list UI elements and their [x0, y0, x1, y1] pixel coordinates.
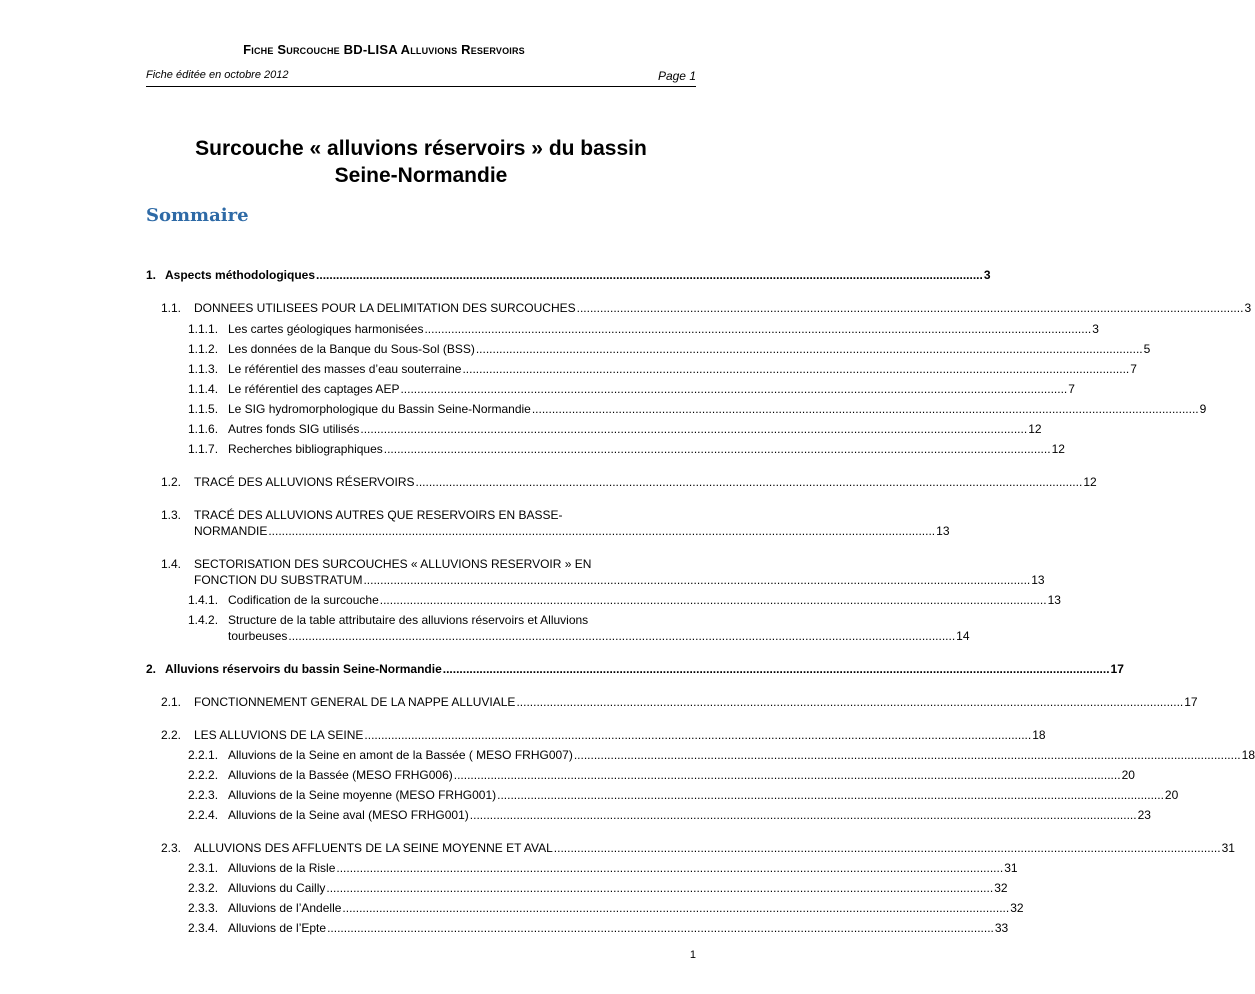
- toc-entry-page: 32: [1010, 901, 1024, 915]
- toc-entry[interactable]: [188, 748, 1255, 764]
- toc-entry-number: 1.1.2.: [188, 342, 219, 356]
- document-title: [146, 135, 696, 189]
- toc-entry-page: 18: [1241, 748, 1255, 762]
- running-title: Fiche Surcouche BD-LISA Alluvions Reservoirs: [243, 42, 525, 57]
- toc-entry-title: Alluvions du Cailly: [228, 881, 326, 895]
- toc-entry-number: 2.2.4.: [188, 808, 219, 822]
- toc-entry[interactable]: [188, 901, 1024, 917]
- toc-entry-page: 3: [983, 268, 991, 282]
- toc-leader: ........................................................................................................................................................................................................: [326, 881, 994, 895]
- title-line-2: Seine-Normandie: [334, 164, 508, 187]
- toc-leader: ........................................................................................................................................................................................................: [576, 301, 1244, 315]
- toc-entry[interactable]: [161, 695, 1198, 711]
- toc-entry-page: 17: [1110, 662, 1124, 676]
- toc-entry-title: Alluvions de la Seine aval (MESO FRHG001): [228, 808, 469, 822]
- toc-entry-number: 1.4.: [161, 557, 182, 571]
- toc-entry-page: 32: [994, 881, 1008, 895]
- toc-entry-page: 12: [1051, 442, 1065, 456]
- toc-entry[interactable]: [161, 475, 1097, 491]
- toc-entry[interactable]: [161, 841, 1235, 857]
- toc-entry[interactable]: [188, 881, 1008, 897]
- toc-entry-number: 1.: [146, 268, 157, 282]
- toc-entry-title-continued: NORMANDIE: [194, 524, 268, 538]
- toc-entry-number: 1.3.: [161, 508, 182, 522]
- toc-leader: ........................................................................................................................................................................................................: [360, 422, 1028, 436]
- toc-entry-page: 7: [1130, 362, 1137, 376]
- toc-entry-first-line[interactable]: [161, 508, 563, 522]
- toc-entry-number: 2.3.1.: [188, 861, 219, 875]
- toc-entry[interactable]: [161, 301, 1252, 317]
- toc-leader: ........................................................................................................................................................................................................: [497, 788, 1164, 802]
- edition-date: Fiche éditée en octobre 2012: [146, 69, 289, 81]
- toc-entry-number: 2.2.3.: [188, 788, 219, 802]
- toc-entry-title: Alluvions de l’Andelle: [228, 901, 342, 915]
- toc-entry-title: Alluvions de la Seine en amont de la Bassée ( MESO FRHG007): [228, 748, 573, 762]
- toc-entry-number: 1.1.5.: [188, 402, 219, 416]
- toc-entry-page: 17: [1184, 695, 1198, 709]
- toc-entry-page: 18: [1032, 728, 1046, 742]
- toc-entry-number: 2.1.: [161, 695, 182, 709]
- toc-entry-page: 31: [1221, 841, 1235, 855]
- toc-entry-title: Recherches bibliographiques: [228, 442, 383, 456]
- toc-leader: ........................................................................................................................................................................................................: [400, 382, 1068, 396]
- toc-entry[interactable]: [188, 593, 1061, 609]
- toc-entry-page: 7: [1068, 382, 1075, 396]
- toc-entry-title: Structure de la table attributaire des alluvions réservoirs et Alluvions: [228, 613, 589, 627]
- toc-entry[interactable]: [188, 382, 1075, 398]
- toc-leader: ........................................................................................................................................................................................................: [379, 593, 1047, 607]
- toc-entry-page: 13: [936, 524, 950, 538]
- toc-entry-number: 2.3.2.: [188, 881, 219, 895]
- toc-entry-number: 2.3.3.: [188, 901, 219, 915]
- toc-entry-number: 1.1.7.: [188, 442, 219, 456]
- toc-entry-page: 20: [1121, 768, 1135, 782]
- toc-entry[interactable]: [188, 808, 1151, 824]
- footer-page-number: 1: [689, 949, 696, 961]
- toc-entry[interactable]: [188, 342, 1151, 358]
- toc-leader: ........................................................................................................................................................................................................: [573, 748, 1241, 762]
- toc-entry-title: FONCTIONNEMENT GENERAL DE LA NAPPE ALLUVIALE: [194, 695, 516, 709]
- toc-heading: Sommaire: [146, 205, 249, 226]
- page-label: Page 1: [657, 69, 696, 83]
- toc-leader: ........................................................................................................................................................................................................: [516, 695, 1184, 709]
- toc-entry-number: 1.1.3.: [188, 362, 219, 376]
- toc-leader: ........................................................................................................................................................................................................: [462, 362, 1130, 376]
- toc-entry-page: 5: [1143, 342, 1151, 356]
- toc-entry-number: 1.4.1.: [188, 593, 219, 607]
- toc-entry-number: 1.1.1.: [188, 322, 219, 336]
- toc-entry-title: Autres fonds SIG utilisés: [228, 422, 360, 436]
- toc-entry[interactable]: [161, 728, 1046, 744]
- toc-leader: ........................................................................................................................................................................................................: [424, 322, 1092, 336]
- toc-entry-number: 1.4.2.: [188, 613, 219, 627]
- toc-leader: ........................................................................................................................................................................................................: [475, 342, 1143, 356]
- toc-entry-number: 2.3.: [161, 841, 182, 855]
- toc-entry-page: 12: [1028, 422, 1042, 436]
- toc-leader: ........................................................................................................................................................................................................: [453, 768, 1121, 782]
- toc-entry-title: SECTORISATION DES SURCOUCHES « ALLUVIONS RESERVOIR » EN: [194, 557, 592, 571]
- toc-entry[interactable]: [188, 422, 1042, 438]
- toc-entry-title: Les données de la Banque du Sous-Sol (BSS): [228, 342, 475, 356]
- toc-entry-number: 2.: [146, 662, 157, 676]
- toc-leader: ........................................................................................................................................................................................................: [316, 268, 983, 282]
- toc-entry[interactable]: [146, 662, 1124, 678]
- toc-leader: ........................................................................................................................................................................................................: [531, 402, 1199, 416]
- toc-leader: ........................................................................................................................................................................................................: [553, 841, 1221, 855]
- toc-entry-title: Le SIG hydromorphologique du Bassin Seine-Normandie: [228, 402, 531, 416]
- toc-leader: ........................................................................................................................................................................................................: [442, 662, 1110, 676]
- toc-entry-page: 12: [1083, 475, 1097, 489]
- toc-entry-title: TRACÉ DES ALLUVIONS RÉSERVOIRS: [194, 475, 415, 489]
- toc-entry-title: Alluvions de la Seine moyenne (MESO FRHG001): [228, 788, 497, 802]
- toc-entry[interactable]: [188, 788, 1179, 804]
- toc-entry-page: 20: [1164, 788, 1179, 802]
- toc-entry-title: Codification de la surcouche: [228, 593, 379, 607]
- toc-leader: ........................................................................................................................................................................................................: [363, 573, 1031, 587]
- toc-entry-page: 3: [1092, 322, 1099, 336]
- toc-entry[interactable]: [188, 921, 1009, 937]
- toc-entry-number: 2.2.1.: [188, 748, 219, 762]
- toc-entry-title: Alluvions de l’Epte: [228, 921, 327, 935]
- toc-entry-first-line[interactable]: [161, 557, 591, 571]
- toc-leader: ........................................................................................................................................................................................................: [268, 524, 936, 538]
- toc-entry-title: Le référentiel des masses d’eau souterraine: [228, 362, 462, 376]
- toc-entry-page: 23: [1137, 808, 1151, 822]
- toc-entry-title-continued: tourbeuses: [228, 629, 288, 643]
- toc-entry-title: DONNEES UTILISEES POUR LA DELIMITATION DES SURCOUCHES: [194, 301, 576, 315]
- toc-entry[interactable]: [188, 442, 1065, 458]
- title-line-1: Surcouche « alluvions réservoirs » du bassin: [195, 137, 647, 160]
- toc-entry-page: 13: [1047, 593, 1061, 607]
- toc-entry-number: 1.1.4.: [188, 382, 219, 396]
- toc-entry-first-line[interactable]: [188, 613, 588, 627]
- toc-entry-page: 33: [994, 921, 1009, 935]
- toc-entry-page: 13: [1031, 573, 1045, 587]
- toc-entry[interactable]: [146, 268, 991, 284]
- toc-entry[interactable]: [188, 861, 1018, 877]
- toc-leader: ........................................................................................................................................................................................................: [342, 901, 1010, 915]
- toc-leader: ........................................................................................................................................................................................................: [383, 442, 1051, 456]
- toc-entry-title: Le référentiel des captages AEP: [228, 382, 400, 396]
- toc-entry[interactable]: [194, 524, 950, 540]
- toc-entry[interactable]: [188, 402, 1207, 418]
- toc-entry-title: Alluvions de la Bassée (MESO FRHG006): [228, 768, 453, 782]
- toc-entry-page: 14: [956, 629, 970, 643]
- toc-leader: ........................................................................................................................................................................................................: [336, 861, 1004, 875]
- toc-leader: ........................................................................................................................................................................................................: [415, 475, 1083, 489]
- toc-leader: ........................................................................................................................................................................................................: [469, 808, 1137, 822]
- toc-entry-title: ALLUVIONS DES AFFLUENTS DE LA SEINE MOYENNE ET AVAL: [194, 841, 553, 855]
- toc-entry-title-continued: FONCTION DU SUBSTRATUM: [194, 573, 363, 587]
- toc-leader: ........................................................................................................................................................................................................: [288, 629, 956, 643]
- toc-entry-title: Les cartes géologiques harmonisées: [228, 322, 424, 336]
- toc-entry-number: 1.1.6.: [188, 422, 219, 436]
- toc-entry-number: 2.2.: [161, 728, 182, 742]
- toc-entry-number: 2.2.2.: [188, 768, 219, 782]
- toc-entry-number: 2.3.4.: [188, 921, 219, 935]
- toc-entry-number: 1.1.: [161, 301, 182, 315]
- toc-entry[interactable]: [188, 322, 1099, 338]
- toc-entry-title: Alluvions de la Risle: [228, 861, 336, 875]
- toc-leader: ........................................................................................................................................................................................................: [364, 728, 1032, 742]
- toc-entry[interactable]: [188, 768, 1135, 784]
- toc-entry[interactable]: [194, 573, 1045, 589]
- toc-leader: ........................................................................................................................................................................................................: [327, 921, 994, 935]
- toc-entry-title: Alluvions réservoirs du bassin Seine-Normandie: [165, 662, 442, 676]
- toc-entry-title: TRACÉ DES ALLUVIONS AUTRES QUE RESERVOIRS EN BASSE-: [194, 508, 563, 522]
- toc-entry-number: 1.2.: [161, 475, 182, 489]
- toc-entry-title: LES ALLUVIONS DE LA SEINE: [194, 728, 364, 742]
- page-subheader: [146, 68, 696, 87]
- toc-entry-page: 3: [1244, 301, 1252, 315]
- toc-entry[interactable]: [188, 362, 1137, 378]
- toc-entry-title: Aspects méthodologiques: [165, 268, 316, 282]
- toc-entry-page: 31: [1004, 861, 1018, 875]
- toc-entry[interactable]: [228, 629, 970, 645]
- toc-entry-page: 9: [1199, 402, 1207, 416]
